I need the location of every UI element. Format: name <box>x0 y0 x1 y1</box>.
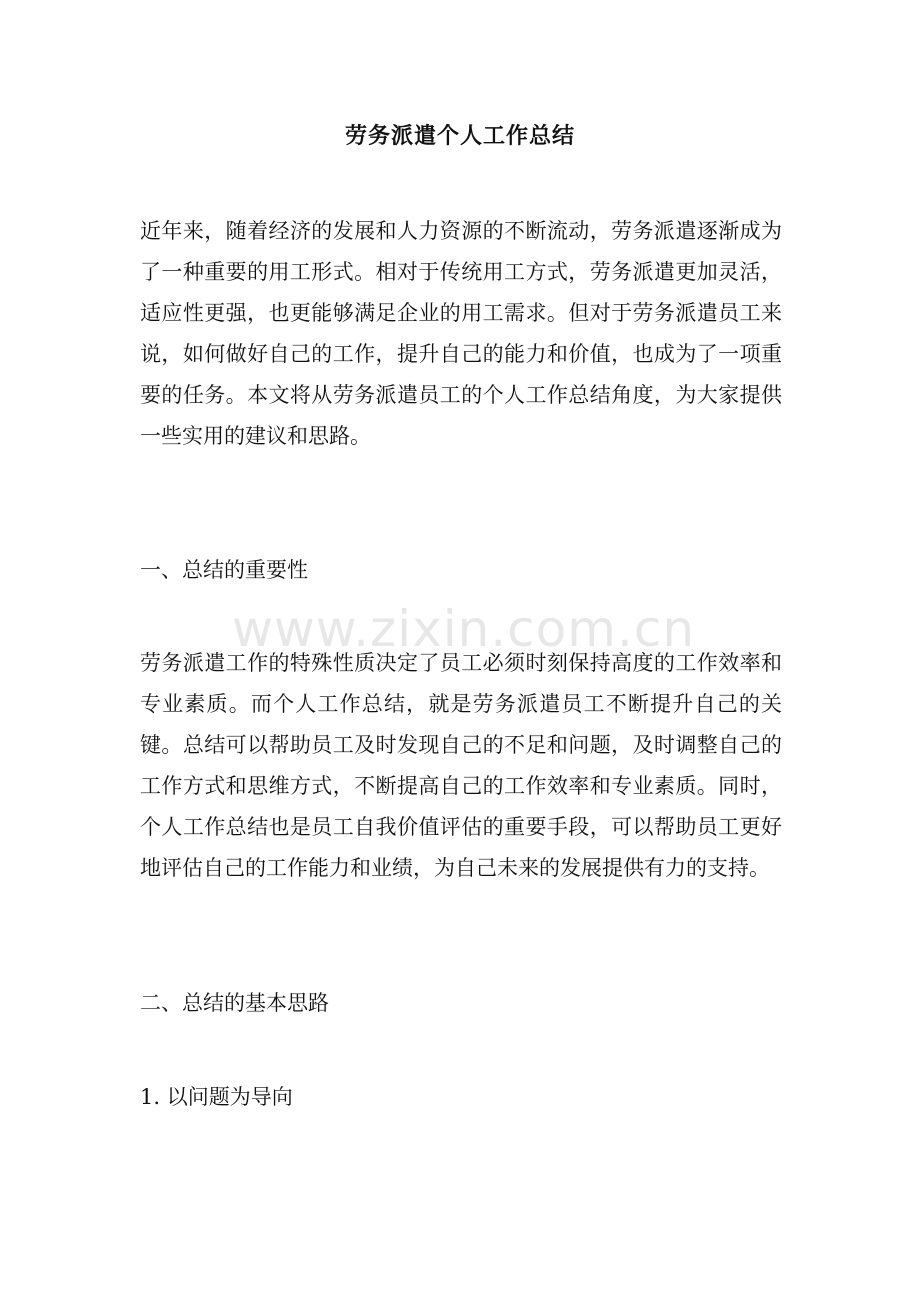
document-title: 劳务派遣个人工作总结 <box>344 123 575 149</box>
importance-paragraph: 劳务派遣工作的特殊性质决定了员工必须时刻保持高度的工作效率和专业素质。而个人工作总结，就是劳务派遣员工不断提升自己的关键。总结可以帮助员工及时发现自己的不足和问题，及时调整自己的工作方式和思维方式，不断提高自己的工作效率和专业素质。同时，个人工作总结也是员工自我价值评估的重要手段，可以帮助员工更好地评估自己的工作能力和业绩，为自己未来的发展提供有力的支持。 <box>140 651 782 880</box>
watermark-text: www.zixin.com.cn <box>232 600 696 658</box>
subsection-heading-problem-oriented: 1. 以问题为导向 <box>140 1085 293 1109</box>
intro-paragraph: 近年来，随着经济的发展和人力资源的不断流动，劳务派遣逐渐成为了一种重要的用工形式。相对于传统用工方式，劳务派遣更加灵活，适应性更强，也更能够满足企业的用工需求。但对于劳务派遣员工来说，如何做好自己的工作，提升自己的能力和价值，也成为了一项重要的任务。本文将从劳务派遣员工的个人工作总结角度，为大家提供一些实用的建议和思路。 <box>140 219 782 448</box>
section-heading-importance: 一、总结的重要性 <box>140 558 308 582</box>
section-heading-basic-approach: 二、总结的基本思路 <box>140 991 329 1015</box>
